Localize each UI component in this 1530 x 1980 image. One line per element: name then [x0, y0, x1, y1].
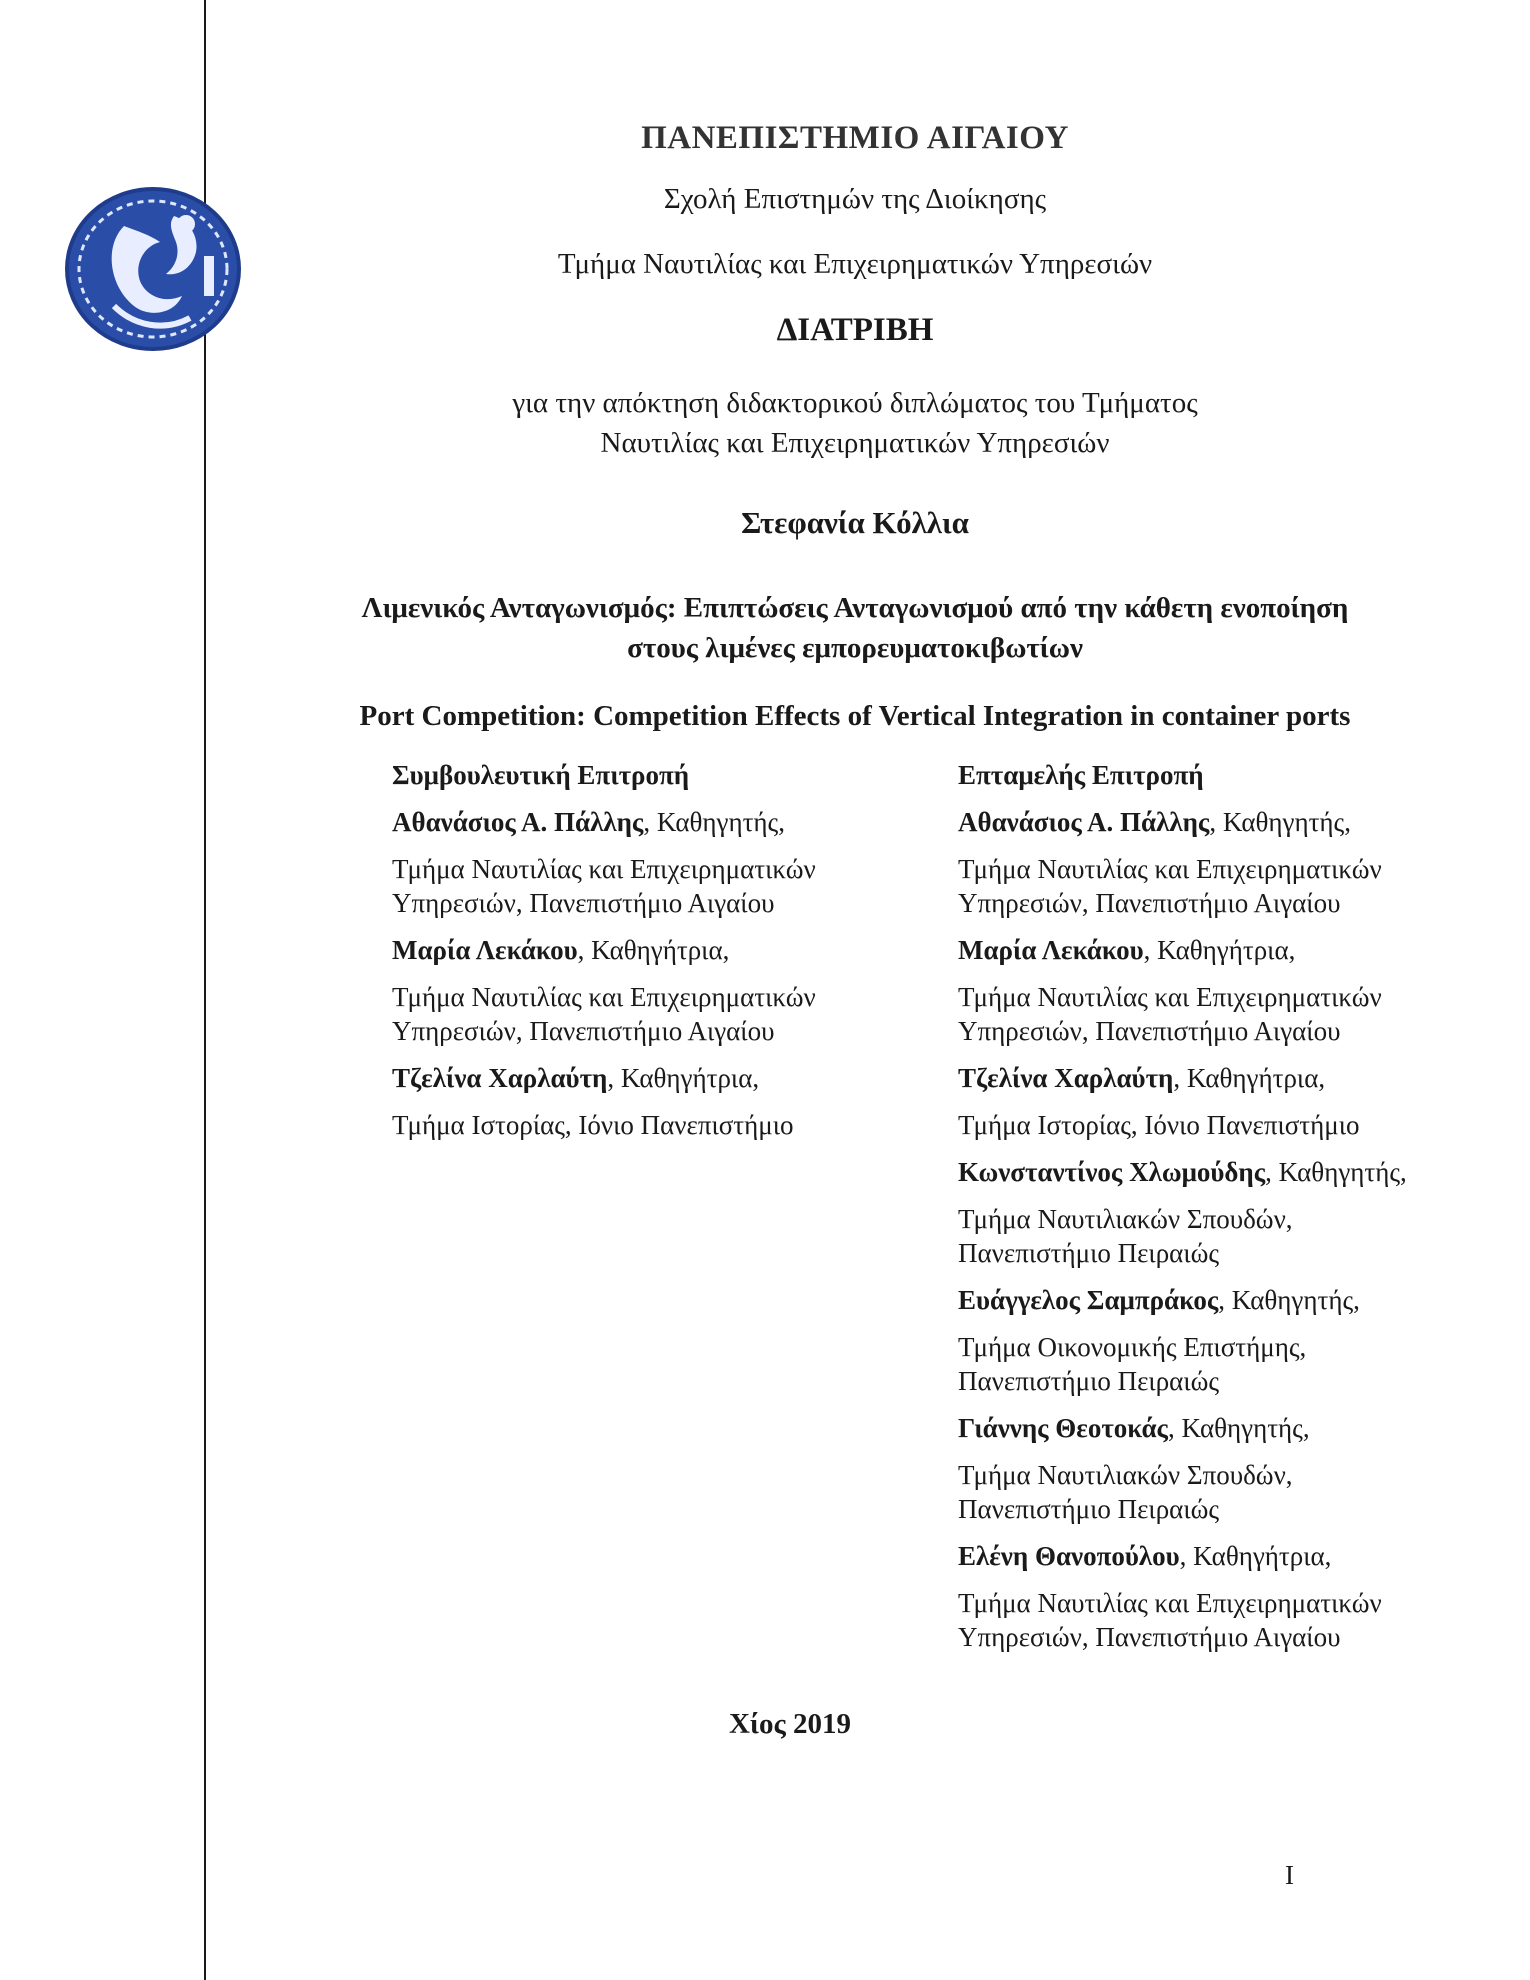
member-name: Ευάγγελος Σαμπράκος [958, 1285, 1219, 1315]
purpose-line: για την απόκτηση διδακτορικού διπλώματος του Τμήματος [512, 387, 1198, 419]
member-line [958, 1283, 1498, 1317]
member-title: , Καθηγήτρια, [607, 1063, 760, 1093]
member-affiliation [392, 980, 912, 1048]
affiliation-line: Υπηρεσιών, Πανεπιστήμιο Αιγαίου [392, 1016, 775, 1046]
place-date: Χίος 2019 [729, 1708, 851, 1740]
member-affiliation [958, 1458, 1498, 1526]
member-line [958, 1155, 1498, 1189]
affiliation-line: Τμήμα Ναυτιλιακών Σπουδών, [958, 1204, 1293, 1234]
member-title: , Καθηγητής, [1167, 1413, 1310, 1443]
affiliation-line: Τμήμα Ναυτιλίας και Επιχειρηματικών [392, 982, 816, 1012]
affiliation-line: Τμήμα Ναυτιλίας και Επιχειρηματικών [958, 982, 1382, 1012]
member-line [958, 933, 1498, 967]
title-line: Λιμενικός Ανταγωνισμός: Επιπτώσεις Ανταγωνισμού από την κάθετη ενοποίηση [361, 592, 1349, 624]
committee-member [958, 1061, 1498, 1142]
affiliation-line: Υπηρεσιών, Πανεπιστήμιο Αιγαίου [958, 888, 1341, 918]
committee-heading: Επταμελής Επιτροπή [958, 760, 1204, 790]
member-title: , Καθηγήτρια, [1173, 1063, 1326, 1093]
affiliation-line: Πανεπιστήμιο Πειραιώς [958, 1238, 1220, 1268]
member-affiliation [958, 980, 1498, 1048]
member-name: Μαρία Λεκάκου [958, 935, 1144, 965]
committee-member [958, 1411, 1498, 1526]
member-affiliation [392, 1108, 912, 1142]
member-line [392, 1061, 912, 1095]
member-affiliation [958, 1586, 1498, 1654]
thesis-title-greek [210, 588, 1500, 668]
committee-member [958, 933, 1498, 1048]
affiliation-line: Υπηρεσιών, Πανεπιστήμιο Αιγαίου [958, 1016, 1341, 1046]
affiliation-line: Τμήμα Ναυτιλίας και Επιχειρηματικών [958, 1588, 1382, 1618]
member-affiliation [958, 852, 1498, 920]
department-name: Τμήμα Ναυτιλίας και Επιχειρηματικών Υπηρεσιών [557, 248, 1153, 280]
member-affiliation [958, 1330, 1498, 1398]
member-affiliation [958, 1108, 1498, 1142]
author-name: Στεφανία Κόλλια [741, 505, 969, 540]
affiliation-line: Υπηρεσιών, Πανεπιστήμιο Αιγαίου [392, 888, 775, 918]
examining-committee [958, 758, 1498, 1667]
member-name: Μαρία Λεκάκου [392, 935, 578, 965]
member-line [392, 805, 912, 839]
member-line [958, 1539, 1498, 1573]
university-name: ΠΑΝΕΠΙΣΤΗΜΙΟ ΑΙΓΑΙΟΥ [641, 120, 1069, 156]
title-line: στους λιμένες εμπορευματοκιβωτίων [627, 632, 1083, 664]
member-name: Τζελίνα Χαρλαύτη [392, 1063, 608, 1093]
committee-member [958, 1539, 1498, 1654]
member-title: , Καθηγητής, [643, 807, 785, 837]
member-name: Αθανάσιος Α. Πάλλης [392, 807, 644, 837]
committee-member [958, 1155, 1498, 1270]
member-line [958, 805, 1498, 839]
committee-member [958, 805, 1498, 920]
member-name: Κωνσταντίνος Χλωμούδης [958, 1157, 1266, 1187]
purpose-line: Ναυτιλίας και Επιχειρηματικών Υπηρεσιών [600, 427, 1110, 459]
committee-member [392, 805, 912, 920]
member-name: Γιάννης Θεοτοκάς [958, 1413, 1168, 1443]
committee-member [958, 1283, 1498, 1398]
member-title: , Καθηγήτρια, [1143, 935, 1296, 965]
affiliation-line: Τμήμα Ιστορίας, Ιόνιο Πανεπιστήμιο [958, 1110, 1360, 1140]
member-title: , Καθηγητής, [1265, 1157, 1407, 1187]
member-line [958, 1061, 1498, 1095]
committee-member [392, 1061, 912, 1142]
affiliation-line: Πανεπιστήμιο Πειραιώς [958, 1494, 1220, 1524]
document-type: ΔΙΑΤΡΙΒΗ [776, 312, 934, 348]
member-line [958, 1411, 1498, 1445]
advisory-committee [392, 758, 912, 1155]
affiliation-line: Τμήμα Ιστορίας, Ιόνιο Πανεπιστήμιο [392, 1110, 794, 1140]
affiliation-line: Τμήμα Ναυτιλίας και Επιχειρηματικών [958, 854, 1382, 884]
member-name: Ελένη Θανοπούλου [958, 1541, 1180, 1571]
member-title: , Καθηγητής, [1218, 1285, 1360, 1315]
affiliation-line: Τμήμα Ναυτιλίας και Επιχειρηματικών [392, 854, 816, 884]
affiliation-line: Τμήμα Οικονομικής Επιστήμης, [958, 1332, 1307, 1362]
degree-purpose [210, 383, 1500, 463]
committee-heading: Συμβουλευτική Επιτροπή [392, 760, 690, 790]
page-number: I [1285, 1860, 1294, 1890]
member-affiliation [958, 1202, 1498, 1270]
member-list [958, 805, 1498, 1654]
member-name: Αθανάσιος Α. Πάλλης [958, 807, 1210, 837]
member-title: , Καθηγήτρια, [1179, 1541, 1332, 1571]
thesis-title-english: Port Competition: Competition Effects of Vertical Integration in container ports [359, 700, 1351, 732]
affiliation-line: Πανεπιστήμιο Πειραιώς [958, 1366, 1220, 1396]
school-name: Σχολή Επιστημών της Διοίκησης [663, 183, 1047, 215]
member-title: , Καθηγητής, [1209, 807, 1351, 837]
member-title: , Καθηγήτρια, [577, 935, 730, 965]
member-name: Τζελίνα Χαρλαύτη [958, 1063, 1174, 1093]
member-line [392, 933, 912, 967]
affiliation-line: Τμήμα Ναυτιλιακών Σπουδών, [958, 1460, 1293, 1490]
member-list [392, 805, 912, 1142]
member-affiliation [392, 852, 912, 920]
affiliation-line: Υπηρεσιών, Πανεπιστήμιο Αιγαίου [958, 1622, 1341, 1652]
committee-member [392, 933, 912, 1048]
